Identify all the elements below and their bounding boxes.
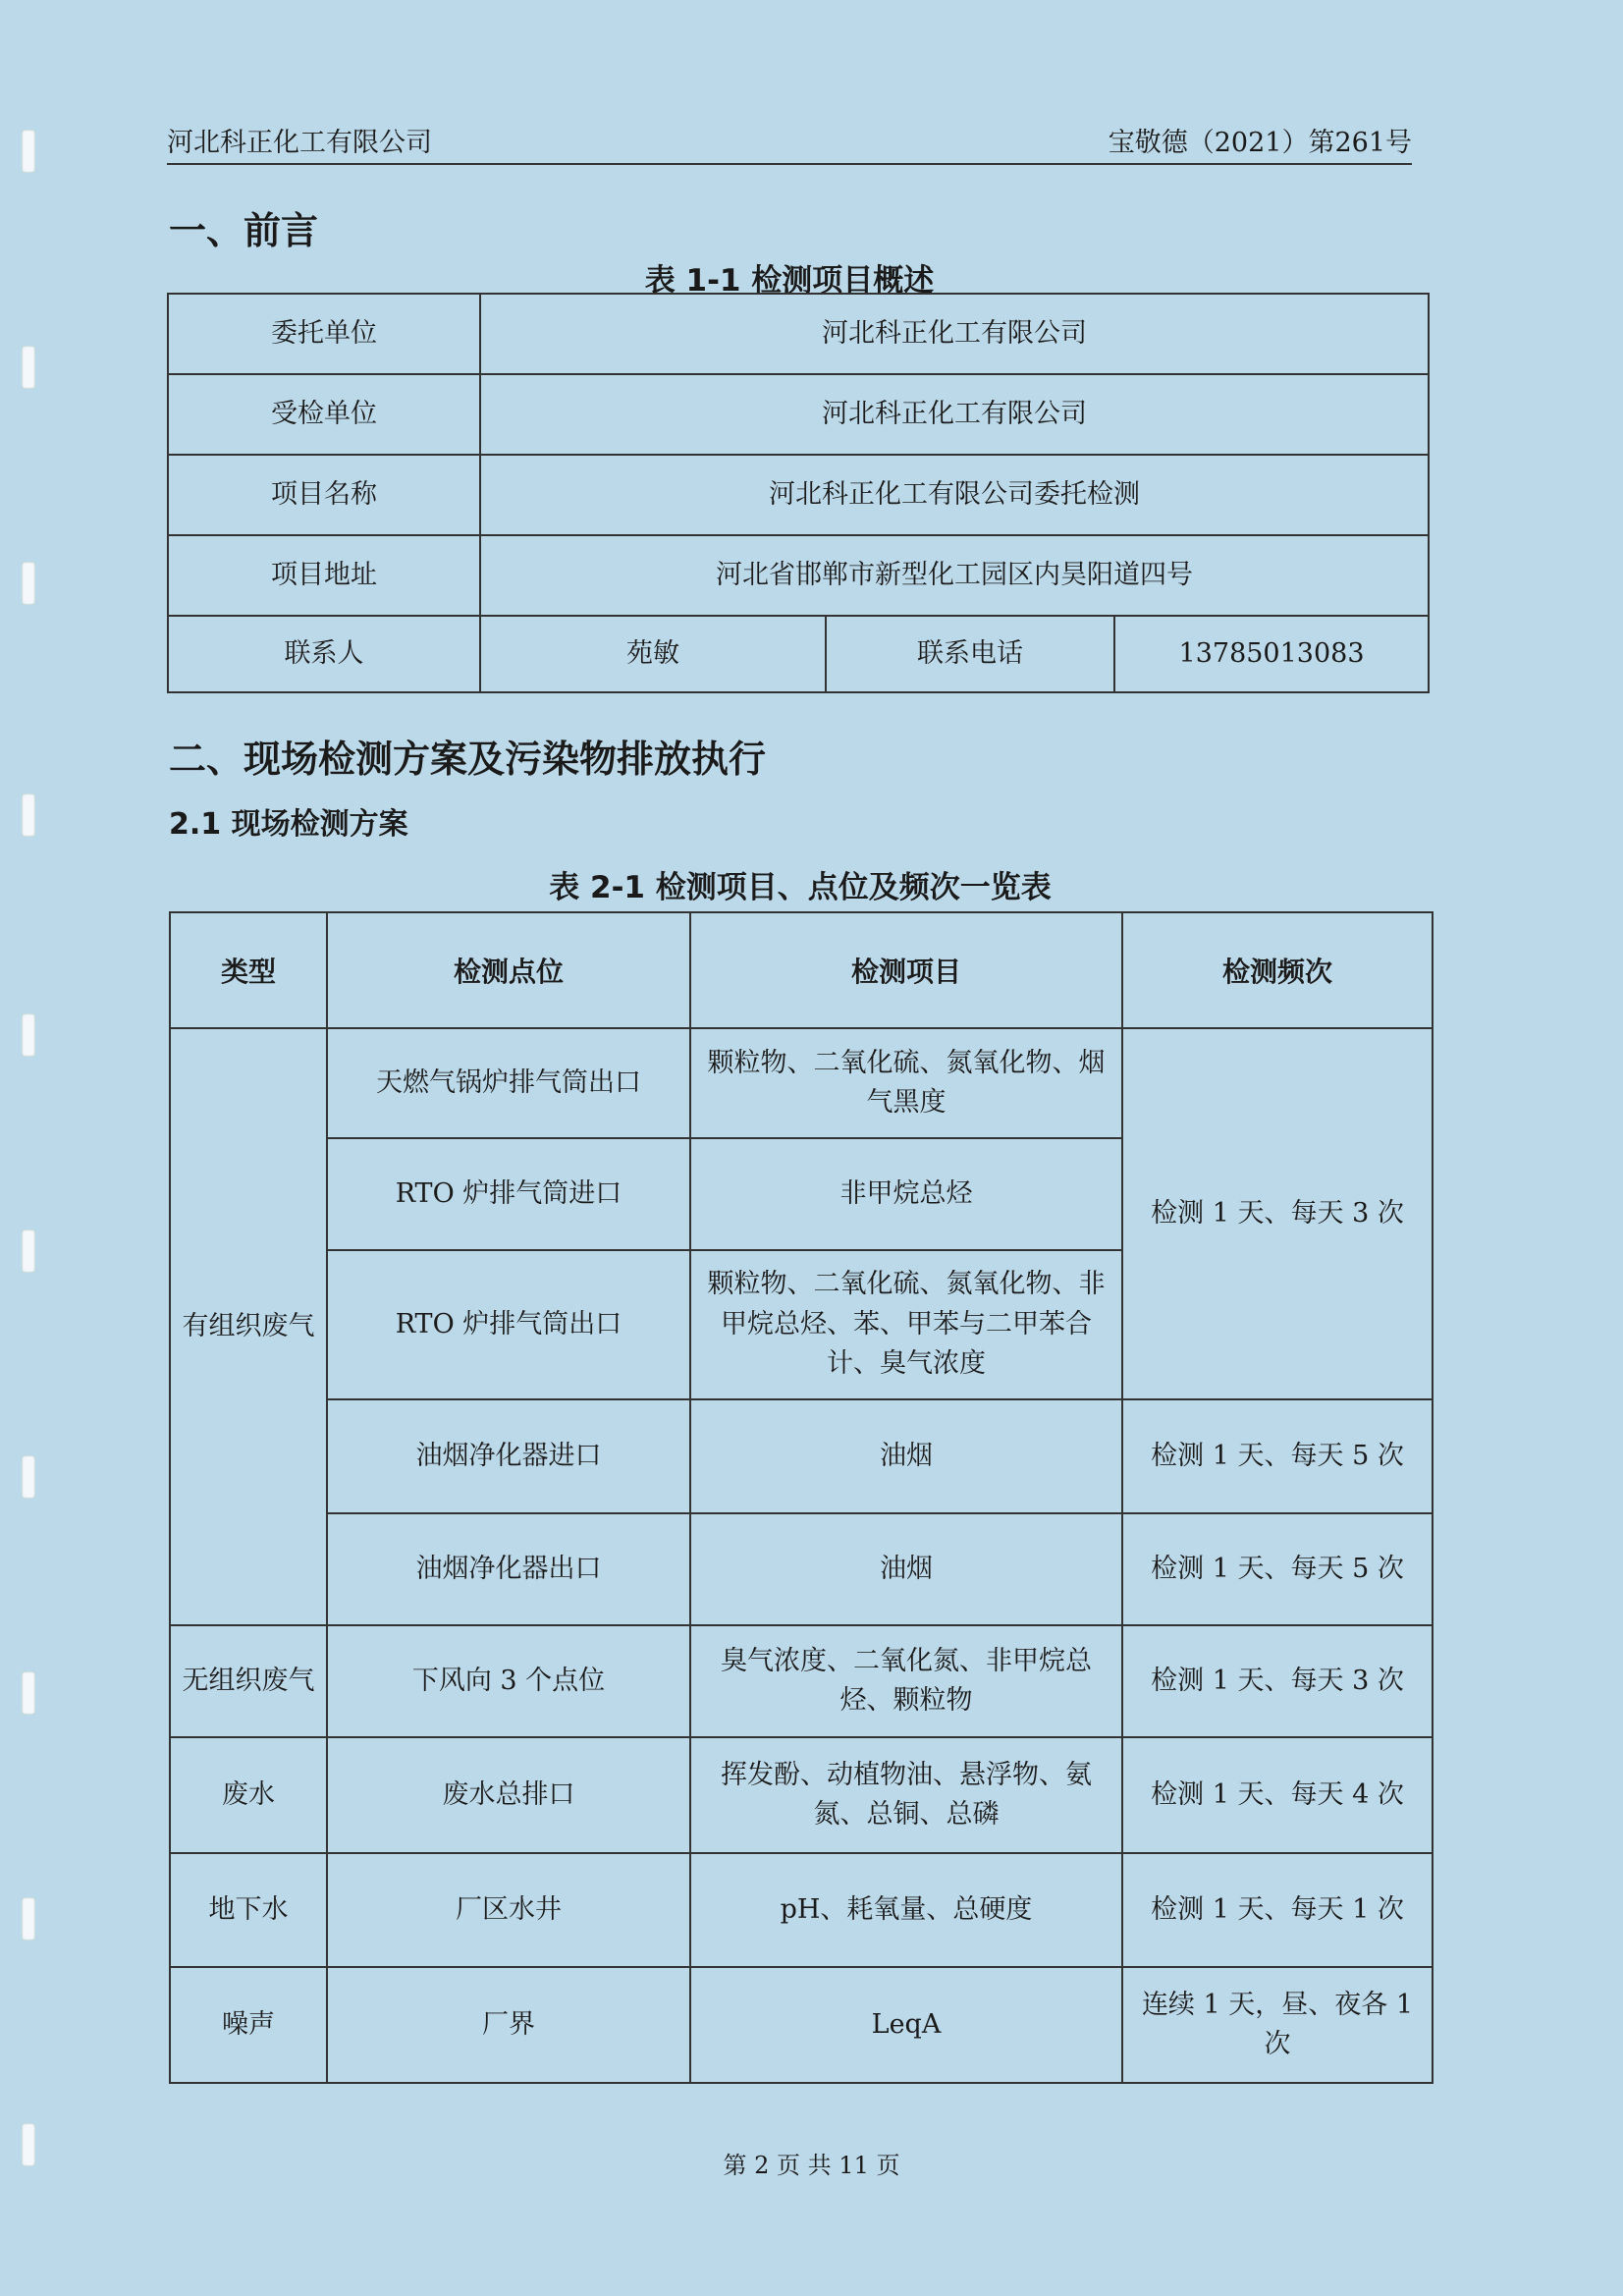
row-value: 河北科正化工有限公司委托检测 (480, 455, 1429, 535)
row-label: 受检单位 (168, 374, 480, 455)
table-row (168, 535, 1429, 616)
punch-hole (22, 1230, 35, 1273)
table-row (170, 1028, 1433, 1138)
section2-title: 二、现场检测方案及污染物排放执行 (169, 738, 767, 781)
items-cell: LeqA (690, 1967, 1122, 2083)
table-header-row (170, 912, 1433, 1028)
row-value: 河北省邯郸市新型化工园区内昊阳道四号 (480, 535, 1429, 616)
type-cell: 废水 (170, 1737, 327, 1853)
punch-hole (22, 1455, 35, 1499)
items-cell: 臭气浓度、二氧化氮、非甲烷总烃、颗粒物 (690, 1625, 1122, 1737)
punch-hole (22, 1897, 35, 1941)
point-cell: RTO 炉排气筒进口 (327, 1138, 690, 1250)
section1-title: 一、前言 (169, 209, 319, 252)
punch-hole (22, 346, 35, 389)
items-cell: 非甲烷总烃 (690, 1138, 1122, 1250)
table-row (168, 455, 1429, 535)
type-cell: 噪声 (170, 1967, 327, 2083)
table-row (168, 294, 1429, 374)
table1-overview (167, 293, 1430, 693)
row-label: 委托单位 (168, 294, 480, 374)
items-cell: 挥发酚、动植物油、悬浮物、氨氮、总铜、总磷 (690, 1737, 1122, 1853)
table-row (168, 616, 1429, 692)
point-cell: 下风向 3 个点位 (327, 1625, 690, 1737)
frequency-cell: 检测 1 天、每天 5 次 (1122, 1513, 1433, 1625)
point-cell: 废水总排口 (327, 1737, 690, 1853)
items-cell: 油烟 (690, 1399, 1122, 1513)
type-cell: 无组织废气 (170, 1625, 327, 1737)
frequency-cell: 连续 1 天，昼、夜各 1 次 (1122, 1967, 1433, 2083)
header-type: 类型 (170, 912, 327, 1028)
frequency-cell: 检测 1 天、每天 3 次 (1122, 1028, 1433, 1399)
type-cell: 地下水 (170, 1853, 327, 1967)
type-cell: 有组织废气 (170, 1028, 327, 1625)
header-company: 河北科正化工有限公司 (167, 128, 432, 158)
header-point: 检测点位 (327, 912, 690, 1028)
punch-hole (22, 793, 35, 837)
table-row (170, 1853, 1433, 1967)
punch-hole (22, 1013, 35, 1057)
items-cell: 颗粒物、二氧化硫、氮氧化物、烟气黑度 (690, 1028, 1122, 1138)
point-cell: 厂区水井 (327, 1853, 690, 1967)
table-row (170, 1967, 1433, 2083)
items-cell: pH、耗氧量、总硬度 (690, 1853, 1122, 1967)
point-cell: 天燃气锅炉排气筒出口 (327, 1028, 690, 1138)
page-footer: 第 2 页 共 11 页 (723, 2152, 900, 2179)
frequency-cell: 检测 1 天、每天 3 次 (1122, 1625, 1433, 1737)
section2-1-title: 2.1 现场检测方案 (169, 807, 408, 842)
point-cell: RTO 炉排气筒出口 (327, 1250, 690, 1399)
point-cell: 厂界 (327, 1967, 690, 2083)
header-items: 检测项目 (690, 912, 1122, 1028)
table-row (170, 1513, 1433, 1625)
contact-name: 苑敏 (480, 616, 826, 692)
row-value: 河北科正化工有限公司 (480, 374, 1429, 455)
table1-caption: 表 1-1 检测项目概述 (644, 263, 935, 299)
header-frequency: 检测频次 (1122, 912, 1433, 1028)
header-doc-number: 宝敬德（2021）第261号 (1108, 128, 1412, 158)
row-value: 河北科正化工有限公司 (480, 294, 1429, 374)
page-header (167, 124, 1412, 165)
point-cell: 油烟净化器进口 (327, 1399, 690, 1513)
row-label: 项目名称 (168, 455, 480, 535)
table-row (170, 1625, 1433, 1737)
table2-monitoring-plan (169, 911, 1434, 2084)
punch-hole (22, 1671, 35, 1715)
frequency-cell: 检测 1 天、每天 5 次 (1122, 1399, 1433, 1513)
items-cell: 油烟 (690, 1513, 1122, 1625)
table-row (170, 1399, 1433, 1513)
punch-hole (22, 130, 35, 173)
point-cell: 油烟净化器出口 (327, 1513, 690, 1625)
contact-label: 联系人 (168, 616, 480, 692)
row-label: 项目地址 (168, 535, 480, 616)
phone-label: 联系电话 (826, 616, 1114, 692)
items-cell: 颗粒物、二氧化硫、氮氧化物、非甲烷总烃、苯、甲苯与二甲苯合计、臭气浓度 (690, 1250, 1122, 1399)
table-row (168, 374, 1429, 455)
table2-caption: 表 2-1 检测项目、点位及频次一览表 (549, 870, 1052, 905)
frequency-cell: 检测 1 天、每天 1 次 (1122, 1853, 1433, 1967)
phone-number: 13785013083 (1114, 616, 1429, 692)
frequency-cell: 检测 1 天、每天 4 次 (1122, 1737, 1433, 1853)
punch-hole (22, 562, 35, 605)
table-row (170, 1737, 1433, 1853)
